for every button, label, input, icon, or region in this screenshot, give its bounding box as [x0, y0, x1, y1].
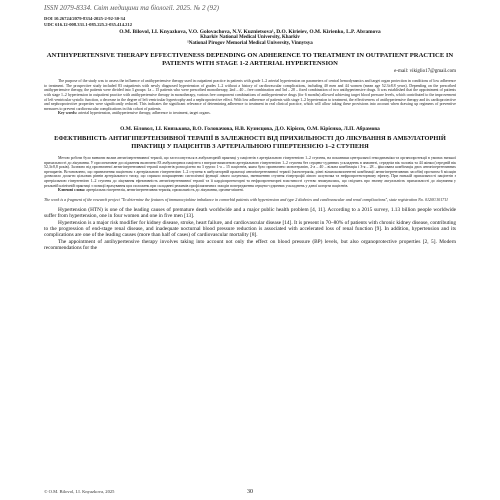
- contact-email[interactable]: e-mail: vikiglio17@gmail.com: [394, 69, 456, 75]
- page-number: 30: [247, 489, 253, 495]
- authors-ua: О.М. Біловол, І.І. Князькова, В.О. Головачова, Н.В. Кузнєцова, Д.О. Кірієєв, О.М. Кірієнко, Л.П. Абрамова: [120, 126, 380, 133]
- funding-footnote: The work is a fragment of the research project "To determine the features of immunocytokine imbalance in comorbid patients with hypertension and type 2 diabetes and cardiovascular and renal complications", state registration No. 0120U101711: [44, 196, 449, 202]
- affiliation-1: Kharkiv National Medical University, Kharkiv: [200, 35, 300, 41]
- body-paragraph: Hypertension is a major risk modifier for kidney disease, stroke, heart failure, and cardiovascular disease [14]. It is present in 70–80% of patients with chronic kidney disease, contributing to the progression of end-stage renal disease, and inadequate nocturnal blood pressure reduction is associated with accelerated loss of renal function [9]. In addition, hypertension and its complications are one of the leading causes (more than half of cases) of cardiovascular mortality [8].: [44, 219, 456, 239]
- doi-line[interactable]: DOI 10.26724/2079-8334-2025-2-92-30-34: [44, 16, 126, 21]
- udc-line: UDC 616.12-008.331.1-085.225.2-035.414.212: [44, 22, 133, 27]
- authors-en: O.M. Bilovol, I.I. Knyazkova, V.O. Golovachova, N.V. Kuznietsova¹, D.O. Kirieiev, O.M. Kirienko, L.P. Abramova: [119, 29, 381, 35]
- copyright-notice: © O.M. Bilovol, I.I. Knyazkova, 2025: [44, 489, 115, 494]
- article-title-ua: ЕФЕКТИВНІСТЬ АНТИГІПЕРТЕНЗИВНОЇ ТЕРАПІЇ В ЗАЛЕЖНОСТІ ВІД ПРИХИЛЬНОСТІ ДО ЛІКУВАННЯ В АМБУЛАТОРНІЙ ПРАКТИЦІ У ПАЦІЄНТІВ З АРТЕРІАЛЬНОЮ ГІПЕРТЕНЗІЄЮ 1–2 СТУПЕНЯ: [54, 135, 446, 151]
- body-paragraph: Hypertension (HTN) is one of the leading causes of premature death worldwide and a major public health problem [4, 11]. According to a 2015 survey, 1.13 billion people worldwide suffer from hypertension, one in four women and one in five men [13].: [44, 206, 456, 220]
- article-title-en: ANTIHYPERTENSIVE THERAPY EFFECTIVENESS DEPENDING ON ADHERENCE TO TREATMENT IN OUTPATIENT PRACTICE IN PATIENTS WITH STAGE 1-2 ARTERIAL HYPERTENSION: [46, 52, 454, 68]
- keywords-ua-label: Ключові слова:: [58, 188, 86, 193]
- keywords-en-label: Key words:: [58, 111, 78, 116]
- keywords-en: [44, 111, 456, 116]
- body-paragraph: The appointment of antihypertensive therapy involves taking into account not only the effect on blood pressure (BP) levels, but also organoprotective properties [2, 5]. Modern recommendations for the: [44, 238, 456, 252]
- keywords-en-text: arterial hypertension, antihypertensive therapy, adherence to treatment, target organs.: [78, 111, 211, 116]
- running-header: ISSN 2079-8334. Світ медицини та біології. 2025. № 2 (92): [44, 4, 219, 12]
- keywords-ua: [44, 188, 456, 193]
- abstract-ua: Метою роботи було вивчити вплив антигіпертензивної терапії, що застосовується в амбулаторній практиці у пацієнтів з артеріальною гіпертензією 1–2 ступеня, на показники центральної гемодинаміки та органопротекції в умовах низької прихильності до лікування. У проспективне дослідження включено 83 амбулаторних пацієнта з вперше виявленою артеріальною гіпертензією 1–2 ступеня без серцево-судинних ускладнень в анамнезі, середнім вік чоловік та 44 жінки (середній вік 52,3±8,8 років). Залежно від призначеної антигіпертензивної терапії пацієнтів розподілено на 3 групи: 1-а – 15 пацієнтів, яким було призначено монотерапію, 2-а – 40 – вільна комбінація і 3-я – 28 – фіксована комбінація двох антигіпертензивних препаратів. Встановлено, що призначення пацієнтам з артеріальною гіпертензією 1–2 ступеня в амбулаторній практиці антигіпертензивної терапії (монотерапія, різні вільнокомпонентні комбінації антигіпертензивних засобів) протягом 6 місяців дозволило досягти цільових рівнів артеріального тиску, що сприяло покращенню систолічної функції лівого шлуночка, зменшенню ступеня гіпертрофії лівого шлуночка та нефропротекторному ефекту. При низькій прихильності пацієнтів з артеріальною гіпертензією 1–2 ступеня до лікування ефективність антигіпертензивної терапії та її кардіопротекторні та нефропротекторні властивості суттєво знижувались, що свідчить про значну актуальність прихильності до лікування у реальній клінічній практиці з позиції врахування цих положень при складанні режимів профілактичних заходів попередження серцево-судинних ускладнень у даної когорти пацієнтів.: [44, 155, 456, 188]
- body-text: [44, 207, 456, 252]
- affiliation-2: ¹National Pirogov Memorial Medical University, Vinnytsya: [187, 41, 313, 47]
- abstract-en: The purpose of the study was to assess the influence of antihypertensive therapy used in outpatient practice in patients with grade 1–2 arterial hypertension on parameters of central hemodynamics and target organ protection in conditions of low adherence to treatment. The prospective study included 83 outpatients with newly diagnosed hypertension of grades 1–2 without a history of cardiovascular complications, including 40 men and 44 women (mean age 52.3±8.8 years). Depending on the prescribed antihypertensive therapy, the patients were divided into 3 groups: 1a – 15 patients who were prescribed monotherapy, 2nd – 40 – free combination and 3rd – 28 – fixed combination of two antihypertensive drugs. It was established that the appointment of patients with stage 1–2 hypertension in outpatient practice with antihypertensive therapy in monotherapy, various free component combinations of antihypertensive drugs (for 6 months) allowed achieving target blood pressure levels, which contributed to the improvement of left ventricular systolic function, a decrease in the degree of left ventricular hypertrophy and a nephroprotective effect. With low adherence of patients with stage 1–2 hypertension to treatment, the effectiveness of antihypertensive therapy and its cardioprotective and nephroprotective properties were significantly reduced. This indicates the significant relevance of determining adherence to treatment in real clinical practice, which will allow taking these provisions into account when drawing up regimens of preventive measures to prevent cardiovascular complications in this cohort of patients.: [44, 79, 456, 111]
- keywords-ua-text: артеріальна гіпертензія, антигіпертензивна терапія, прихильність до лікування, органи-мішені.: [86, 188, 244, 193]
